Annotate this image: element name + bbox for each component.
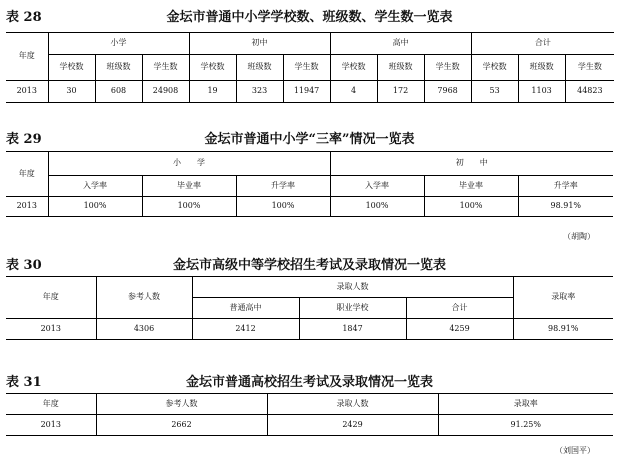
year-header: 年度 <box>6 277 96 319</box>
admitted-header: 录取人数 <box>192 277 513 298</box>
table-number: 表 29 <box>6 132 42 147</box>
table-31-header <box>6 371 613 389</box>
sub-header: 学校数 <box>471 55 518 81</box>
cell: 100% <box>330 197 424 217</box>
table-28 <box>6 32 614 103</box>
sub-header: 升学率 <box>518 176 613 197</box>
sub-header: 毕业率 <box>424 176 518 197</box>
sub-header: 入学率 <box>330 176 424 197</box>
group-header-primary: 小学 <box>48 33 189 55</box>
group-header-total: 合计 <box>471 33 614 55</box>
cell: 98.91% <box>518 197 613 217</box>
sub-header: 学校数 <box>189 55 236 81</box>
cell-year: 2013 <box>6 81 48 103</box>
sub-header: 学生数 <box>565 55 614 81</box>
table-number: 表 28 <box>6 10 42 25</box>
sub-header: 普通高中 <box>192 298 299 319</box>
table-row <box>6 197 613 217</box>
table-title: 金坛市高级中等学校招生考试及录取情况一览表 <box>172 258 446 273</box>
sub-header: 班级数 <box>518 55 565 81</box>
cell: 2429 <box>267 415 438 436</box>
cell: 100% <box>142 197 236 217</box>
table-29-header <box>6 128 613 146</box>
cell: 91.25% <box>438 415 613 436</box>
sub-header: 学校数 <box>330 55 377 81</box>
sub-header: 学生数 <box>142 55 189 81</box>
sub-header: 职业学校 <box>299 298 406 319</box>
group-header-senior: 高中 <box>330 33 471 55</box>
table-29 <box>6 151 613 217</box>
cell: 98.91% <box>513 319 613 340</box>
group-header-primary: 小 学 <box>48 152 330 176</box>
cell: 608 <box>95 81 142 103</box>
sub-header: 毕业率 <box>142 176 236 197</box>
admitted-header: 录取人数 <box>267 394 438 415</box>
table-row <box>6 81 614 103</box>
table-title: 金坛市普通中小学“三率”情况一览表 <box>204 132 415 147</box>
cell: 44823 <box>565 81 614 103</box>
cell: 4259 <box>406 319 513 340</box>
sub-header: 班级数 <box>95 55 142 81</box>
sub-header: 合计 <box>406 298 513 319</box>
sub-header: 学生数 <box>424 55 471 81</box>
cell: 172 <box>377 81 424 103</box>
cell: 4 <box>330 81 377 103</box>
table-28-header <box>6 6 613 24</box>
cell: 2662 <box>96 415 267 436</box>
cell: 323 <box>236 81 283 103</box>
year-header: 年度 <box>6 394 96 415</box>
sub-header: 班级数 <box>377 55 424 81</box>
exam-count-header: 参考人数 <box>96 277 192 319</box>
cell: 100% <box>236 197 330 217</box>
year-header: 年度 <box>6 33 48 81</box>
cell: 100% <box>424 197 518 217</box>
cell: 1847 <box>299 319 406 340</box>
table-number: 表 30 <box>6 258 42 273</box>
table-row <box>6 415 613 436</box>
cell: 100% <box>48 197 142 217</box>
cell: 19 <box>189 81 236 103</box>
cell-year: 2013 <box>6 319 96 340</box>
cell: 4306 <box>96 319 192 340</box>
exam-count-header: 参考人数 <box>96 394 267 415</box>
author-note: （胡陶） <box>563 232 595 241</box>
cell: 30 <box>48 81 95 103</box>
cell: 24908 <box>142 81 189 103</box>
group-header-junior: 初中 <box>189 33 330 55</box>
admission-rate-header: 录取率 <box>438 394 613 415</box>
table-30-header <box>6 254 613 272</box>
sub-header: 班级数 <box>236 55 283 81</box>
table-30 <box>6 276 613 340</box>
sub-header: 学校数 <box>48 55 95 81</box>
table-number: 表 31 <box>6 375 42 390</box>
author-note: （刘国平） <box>555 446 595 455</box>
cell: 7968 <box>424 81 471 103</box>
sub-header: 入学率 <box>48 176 142 197</box>
admission-rate-header: 录取率 <box>513 277 613 319</box>
cell-year: 2013 <box>6 197 48 217</box>
table-title: 金坛市普通中小学学校数、班级数、学生数一览表 <box>166 10 453 25</box>
cell: 11947 <box>283 81 330 103</box>
table-row <box>6 319 613 340</box>
year-header: 年度 <box>6 152 48 197</box>
group-header-junior: 初 中 <box>330 152 613 176</box>
cell-year: 2013 <box>6 415 96 436</box>
sub-header: 升学率 <box>236 176 330 197</box>
table-31 <box>6 393 613 436</box>
cell: 1103 <box>518 81 565 103</box>
table-title: 金坛市普通高校招生考试及录取情况一览表 <box>185 375 433 390</box>
cell: 53 <box>471 81 518 103</box>
cell: 2412 <box>192 319 299 340</box>
sub-header: 学生数 <box>283 55 330 81</box>
